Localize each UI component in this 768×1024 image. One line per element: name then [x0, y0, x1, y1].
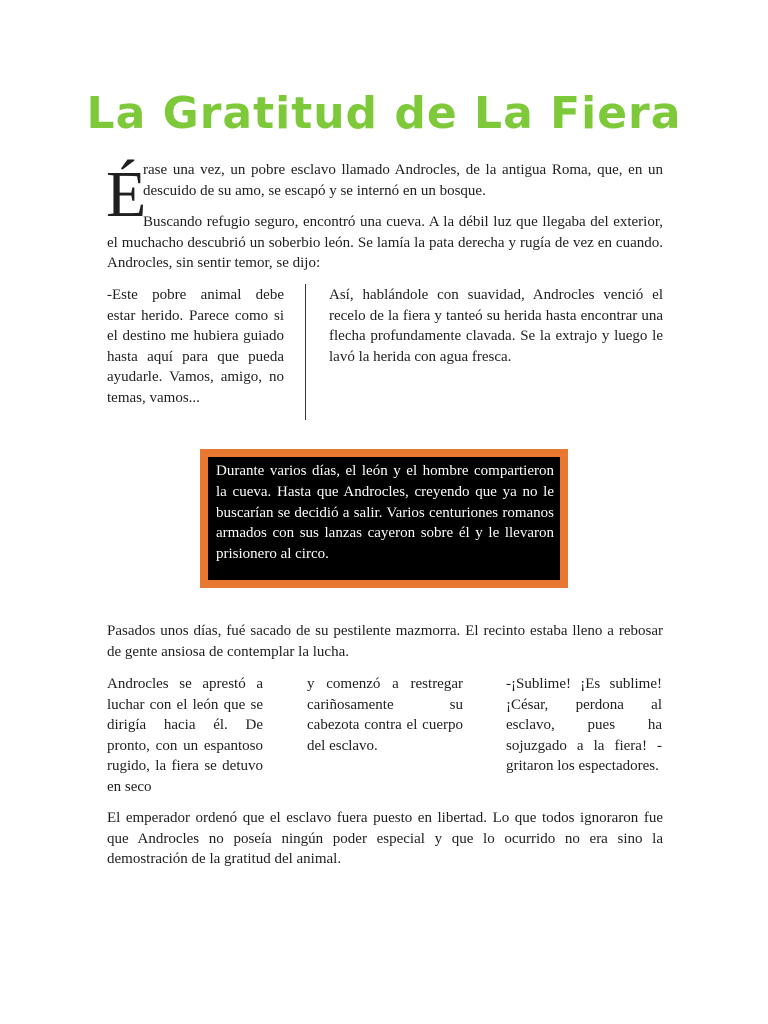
three-col-first: Androcles se aprestó a luchar con el león que se dirigía hacia él. De pronto, con un espantoso rugido, la fiera se detuvo en seco — [107, 676, 263, 795]
callout-box — [200, 449, 568, 588]
callout-inner — [208, 457, 560, 580]
column-left-text: -Este pobre animal debe estar herido. Parece como si el destino me hubiera guiado hasta aquí para que pueda ayudarle. Vamos, amigo, no temas, vamos... — [107, 287, 284, 406]
three-col-second: y comenzó a restregar cariñosamente su cabezota contra el cuerpo del esclavo. — [307, 676, 463, 754]
intro-paragraph-first: rase una vez, un pobre esclavo llamado Androcles, de la antigua Roma, que, en un descuido de su amo, se escapó y se internó en un bosque. — [143, 162, 663, 199]
column-divider — [305, 284, 306, 420]
arena-paragraph: Pasados unos días, fué sacado de su pestilente mazmorra. El recinto estaba lleno a rebosar de gente ansiosa de contemplar la lucha. — [107, 623, 663, 660]
intro-paragraph-second: Buscando refugio seguro, encontró una cueva. A la débil luz que llegaba del exterior, el muchacho descubrió un soberbio león. Se lamía la pata derecha y rugía de vez en cuando. Androcles, sin sentir temor, se dijo: — [107, 214, 663, 271]
final-paragraph: El emperador ordenó que el esclavo fuera puesto en libertad. Lo que todos ignoraron fue que Androcles no poseía ningún poder especial y que lo ocurrido no era sino la demostración de la gratitud del animal. — [107, 810, 663, 867]
dropcap-letter: É — [106, 158, 147, 231]
page-title: La Gratitud de La Fiera — [86, 88, 682, 139]
column-right-text: Así, hablándole con suavidad, Androcles venció el recelo de la fiera y tanteó su herida hasta encontrar una flecha profundamente clavada. Se la extrajo y luego le lavó la herida con agua fresca. — [329, 287, 663, 365]
callout-text: Durante varios días, el león y el hombre compartieron la cueva. Hasta que Androcles, creyendo que ya no le buscarían se decidió a salir. Varios centuriones romanos armados con sus lanzas cayeron sobre él y le llevaron prisionero al circo. — [216, 463, 554, 563]
three-col-third: -¡Sublime! ¡Es sublime! ¡César, perdona al esclavo, pues ha sojuzgado a la fiera! - gritaron los espectadores. — [506, 676, 662, 774]
